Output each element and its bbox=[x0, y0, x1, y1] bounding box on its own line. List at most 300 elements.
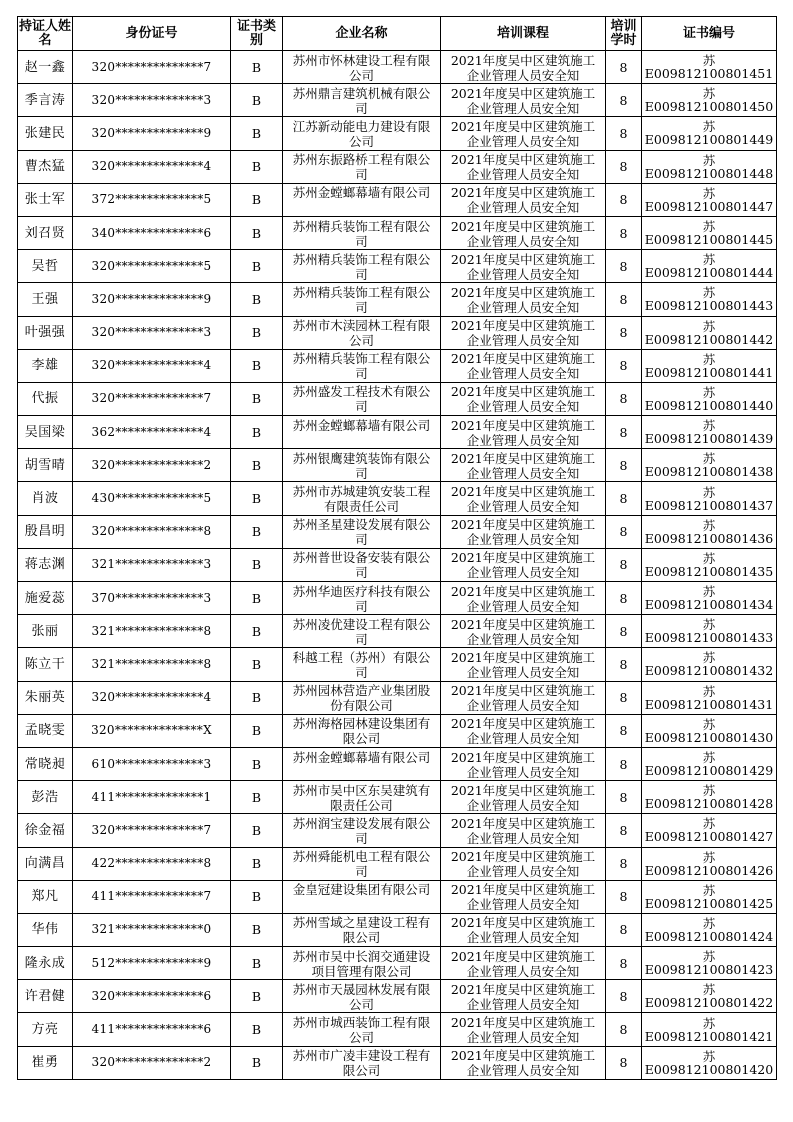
cell-name: 李雄 bbox=[18, 349, 73, 382]
cell-company-text: 苏州雪域之星建设工程有限公司 bbox=[292, 915, 431, 946]
cell-course bbox=[441, 681, 606, 714]
cell-course-text: 2021年度吴中区建筑施工企业管理人员安全知 bbox=[450, 218, 596, 249]
table-row bbox=[18, 1046, 777, 1079]
cell-cert-no: 苏E009812100801422 bbox=[642, 980, 777, 1013]
cell-company-text: 苏州普世设备安装有限公司 bbox=[292, 550, 431, 581]
cell-id: 320**************X bbox=[73, 714, 231, 747]
cell-id: 610**************3 bbox=[73, 747, 231, 780]
cell-course-text: 2021年度吴中区建筑施工企业管理人员安全知 bbox=[450, 52, 596, 83]
table-row bbox=[18, 449, 777, 482]
cell-id: 411**************7 bbox=[73, 880, 231, 913]
table-row bbox=[18, 117, 777, 150]
cell-category: B bbox=[231, 183, 283, 216]
cell-cert-no: 苏E009812100801444 bbox=[642, 250, 777, 283]
table-row bbox=[18, 349, 777, 382]
cell-company bbox=[283, 482, 441, 515]
cell-name: 许君健 bbox=[18, 980, 73, 1013]
cell-category: B bbox=[231, 781, 283, 814]
cell-id: 430**************5 bbox=[73, 482, 231, 515]
cell-cert-no: 苏E009812100801420 bbox=[642, 1046, 777, 1079]
cell-company bbox=[283, 714, 441, 747]
cell-name: 孟晓雯 bbox=[18, 714, 73, 747]
cell-name: 施爱蕊 bbox=[18, 582, 73, 615]
cell-name: 曹杰猛 bbox=[18, 150, 73, 183]
table-row bbox=[18, 947, 777, 980]
table-row bbox=[18, 382, 777, 415]
cell-company-text: 苏州市吴中区东吴建筑有限责任公司 bbox=[292, 782, 431, 813]
cell-hours: 8 bbox=[606, 548, 642, 581]
cell-hours: 8 bbox=[606, 648, 642, 681]
cell-company-text: 江苏新动能电力建设有限公司 bbox=[292, 118, 431, 149]
cell-company-text: 苏州精兵装饰工程有限公司 bbox=[292, 218, 431, 249]
cell-category: B bbox=[231, 482, 283, 515]
header-company: 企业名称 bbox=[283, 17, 441, 51]
table-row bbox=[18, 482, 777, 515]
cell-company-text: 苏州市城西装饰工程有限公司 bbox=[292, 1015, 431, 1046]
cell-company-text: 苏州金螳螂幕墙有限公司 bbox=[292, 417, 431, 433]
header-hours: 培训学时 bbox=[606, 17, 642, 51]
cell-hours: 8 bbox=[606, 681, 642, 714]
cell-id: 370**************3 bbox=[73, 582, 231, 615]
cell-name: 赵一鑫 bbox=[18, 51, 73, 84]
cell-company bbox=[283, 681, 441, 714]
cell-course-text: 2021年度吴中区建筑施工企业管理人员安全知 bbox=[450, 981, 596, 1012]
cell-id: 320**************4 bbox=[73, 681, 231, 714]
table-row bbox=[18, 416, 777, 449]
cell-course bbox=[441, 482, 606, 515]
cell-name: 王强 bbox=[18, 283, 73, 316]
table-row bbox=[18, 548, 777, 581]
header-course: 培训课程 bbox=[441, 17, 606, 51]
cell-company bbox=[283, 84, 441, 117]
cell-name: 张丽 bbox=[18, 615, 73, 648]
cell-course bbox=[441, 382, 606, 415]
cell-company-text: 苏州市广凌丰建设工程有限公司 bbox=[292, 1048, 431, 1079]
header-cert-no: 证书编号 bbox=[642, 17, 777, 51]
cell-cert-no: 苏E009812100801438 bbox=[642, 449, 777, 482]
cell-course-text: 2021年度吴中区建筑施工企业管理人员安全知 bbox=[450, 85, 596, 116]
cell-cert-no: 苏E009812100801440 bbox=[642, 382, 777, 415]
cell-course-text: 2021年度吴中区建筑施工企业管理人员安全知 bbox=[450, 185, 596, 216]
table-row bbox=[18, 880, 777, 913]
cell-course-text: 2021年度吴中区建筑施工企业管理人员安全知 bbox=[450, 849, 596, 880]
cell-category: B bbox=[231, 382, 283, 415]
cell-company bbox=[283, 582, 441, 615]
cell-cert-no: 苏E009812100801448 bbox=[642, 150, 777, 183]
cell-category: B bbox=[231, 947, 283, 980]
cell-id: 422**************8 bbox=[73, 847, 231, 880]
cell-cert-no: 苏E009812100801450 bbox=[642, 84, 777, 117]
cell-id: 320**************7 bbox=[73, 51, 231, 84]
cell-cert-no: 苏E009812100801428 bbox=[642, 781, 777, 814]
cell-category: B bbox=[231, 582, 283, 615]
cell-id: 320**************6 bbox=[73, 980, 231, 1013]
cell-course bbox=[441, 117, 606, 150]
cell-hours: 8 bbox=[606, 183, 642, 216]
header-name: 持证人姓名 bbox=[18, 17, 73, 51]
cell-company-text: 苏州金螳螂幕墙有限公司 bbox=[292, 185, 431, 201]
cell-course-text: 2021年度吴中区建筑施工企业管理人员安全知 bbox=[450, 284, 596, 315]
cell-course bbox=[441, 183, 606, 216]
cell-company-text: 苏州精兵装饰工程有限公司 bbox=[292, 351, 431, 382]
table-body bbox=[18, 51, 777, 1080]
table-row bbox=[18, 51, 777, 84]
cell-category: B bbox=[231, 51, 283, 84]
cell-category: B bbox=[231, 648, 283, 681]
cell-company bbox=[283, 814, 441, 847]
cell-cert-no: 苏E009812100801430 bbox=[642, 714, 777, 747]
cell-company-text: 苏州园林营造产业集团股份有限公司 bbox=[292, 683, 431, 714]
certificate-table bbox=[17, 16, 777, 1080]
cell-id: 321**************8 bbox=[73, 615, 231, 648]
cell-company-text: 苏州市木渎园林工程有限公司 bbox=[292, 318, 431, 349]
table-row bbox=[18, 183, 777, 216]
cell-company bbox=[283, 382, 441, 415]
cell-course bbox=[441, 980, 606, 1013]
cell-id: 320**************5 bbox=[73, 250, 231, 283]
cell-name: 殷昌明 bbox=[18, 515, 73, 548]
cell-name: 张士军 bbox=[18, 183, 73, 216]
cell-id: 320**************9 bbox=[73, 117, 231, 150]
cell-id: 320**************2 bbox=[73, 1046, 231, 1079]
cell-company bbox=[283, 316, 441, 349]
cell-course bbox=[441, 416, 606, 449]
cell-course bbox=[441, 515, 606, 548]
cell-name: 肖波 bbox=[18, 482, 73, 515]
cell-category: B bbox=[231, 615, 283, 648]
cell-category: B bbox=[231, 316, 283, 349]
table-row bbox=[18, 283, 777, 316]
table-row bbox=[18, 681, 777, 714]
table-row bbox=[18, 615, 777, 648]
cell-company bbox=[283, 150, 441, 183]
cell-name: 叶强强 bbox=[18, 316, 73, 349]
cell-company-text: 苏州精兵装饰工程有限公司 bbox=[292, 251, 431, 282]
cell-name: 徐金福 bbox=[18, 814, 73, 847]
cell-course-text: 2021年度吴中区建筑施工企业管理人员安全知 bbox=[450, 351, 596, 382]
cell-hours: 8 bbox=[606, 913, 642, 946]
cell-cert-no: 苏E009812100801436 bbox=[642, 515, 777, 548]
cell-course-text: 2021年度吴中区建筑施工企业管理人员安全知 bbox=[450, 1015, 596, 1046]
cell-company-text: 苏州舜能机电工程有限公司 bbox=[292, 849, 431, 880]
cell-name: 隆永成 bbox=[18, 947, 73, 980]
cell-category: B bbox=[231, 880, 283, 913]
table-row bbox=[18, 847, 777, 880]
cell-cert-no: 苏E009812100801441 bbox=[642, 349, 777, 382]
cell-company bbox=[283, 648, 441, 681]
cell-company bbox=[283, 980, 441, 1013]
cell-id: 320**************9 bbox=[73, 283, 231, 316]
cell-course-text: 2021年度吴中区建筑施工企业管理人员安全知 bbox=[450, 948, 596, 979]
cell-course-text: 2021年度吴中区建筑施工企业管理人员安全知 bbox=[450, 484, 596, 515]
cell-name: 华伟 bbox=[18, 913, 73, 946]
cell-name: 胡雪晴 bbox=[18, 449, 73, 482]
cell-company-text: 苏州金螳螂幕墙有限公司 bbox=[292, 749, 431, 765]
cell-id: 372**************5 bbox=[73, 183, 231, 216]
cell-course bbox=[441, 449, 606, 482]
cell-category: B bbox=[231, 150, 283, 183]
cell-company bbox=[283, 283, 441, 316]
cell-course-text: 2021年度吴中区建筑施工企业管理人员安全知 bbox=[450, 782, 596, 813]
cell-course bbox=[441, 51, 606, 84]
cell-hours: 8 bbox=[606, 980, 642, 1013]
cell-company bbox=[283, 117, 441, 150]
cell-course-text: 2021年度吴中区建筑施工企业管理人员安全知 bbox=[450, 417, 596, 448]
table-row bbox=[18, 1013, 777, 1046]
cell-course bbox=[441, 150, 606, 183]
cell-course-text: 2021年度吴中区建筑施工企业管理人员安全知 bbox=[450, 649, 596, 680]
cell-id: 321**************0 bbox=[73, 913, 231, 946]
cell-category: B bbox=[231, 980, 283, 1013]
cell-cert-no: 苏E009812100801424 bbox=[642, 913, 777, 946]
cell-course-text: 2021年度吴中区建筑施工企业管理人员安全知 bbox=[450, 550, 596, 581]
cell-company bbox=[283, 1046, 441, 1079]
cell-category: B bbox=[231, 117, 283, 150]
cell-hours: 8 bbox=[606, 449, 642, 482]
cell-hours: 8 bbox=[606, 349, 642, 382]
cell-hours: 8 bbox=[606, 747, 642, 780]
cell-course-text: 2021年度吴中区建筑施工企业管理人员安全知 bbox=[450, 749, 596, 780]
cell-company bbox=[283, 781, 441, 814]
cell-company bbox=[283, 51, 441, 84]
cell-cert-no: 苏E009812100801443 bbox=[642, 283, 777, 316]
cell-company-text: 苏州精兵装饰工程有限公司 bbox=[292, 284, 431, 315]
cell-course bbox=[441, 880, 606, 913]
cell-hours: 8 bbox=[606, 250, 642, 283]
cell-course bbox=[441, 947, 606, 980]
cell-cert-no: 苏E009812100801449 bbox=[642, 117, 777, 150]
cell-course bbox=[441, 349, 606, 382]
cell-category: B bbox=[231, 283, 283, 316]
cell-course bbox=[441, 84, 606, 117]
cell-course bbox=[441, 913, 606, 946]
cell-name: 陈立干 bbox=[18, 648, 73, 681]
cell-company bbox=[283, 615, 441, 648]
cell-course-text: 2021年度吴中区建筑施工企业管理人员安全知 bbox=[450, 716, 596, 747]
cell-hours: 8 bbox=[606, 416, 642, 449]
table-row bbox=[18, 150, 777, 183]
cell-course bbox=[441, 250, 606, 283]
cell-name: 崔勇 bbox=[18, 1046, 73, 1079]
cell-hours: 8 bbox=[606, 283, 642, 316]
cell-id: 320**************7 bbox=[73, 814, 231, 847]
table-row bbox=[18, 913, 777, 946]
cell-course-text: 2021年度吴中区建筑施工企业管理人员安全知 bbox=[450, 583, 596, 614]
cell-category: B bbox=[231, 681, 283, 714]
cell-company-text: 苏州市怀林建设工程有限公司 bbox=[292, 52, 431, 83]
cell-cert-no: 苏E009812100801421 bbox=[642, 1013, 777, 1046]
cell-cert-no: 苏E009812100801439 bbox=[642, 416, 777, 449]
cell-course bbox=[441, 847, 606, 880]
cell-cert-no: 苏E009812100801426 bbox=[642, 847, 777, 880]
cell-name: 吴哲 bbox=[18, 250, 73, 283]
cell-company bbox=[283, 913, 441, 946]
cell-name: 郑凡 bbox=[18, 880, 73, 913]
cell-company-text: 苏州华迪医疗科技有限公司 bbox=[292, 583, 431, 614]
cell-cert-no: 苏E009812100801445 bbox=[642, 216, 777, 249]
cell-id: 320**************4 bbox=[73, 349, 231, 382]
cell-course bbox=[441, 1013, 606, 1046]
cell-name: 刘召贤 bbox=[18, 216, 73, 249]
cell-cert-no: 苏E009812100801437 bbox=[642, 482, 777, 515]
cell-course-text: 2021年度吴中区建筑施工企业管理人员安全知 bbox=[450, 517, 596, 548]
table-row bbox=[18, 216, 777, 249]
cell-company-text: 苏州凌优建设工程有限公司 bbox=[292, 616, 431, 647]
cell-name: 吴国梁 bbox=[18, 416, 73, 449]
cell-cert-no: 苏E009812100801435 bbox=[642, 548, 777, 581]
cell-company bbox=[283, 183, 441, 216]
cell-company-text: 苏州润宝建设发展有限公司 bbox=[292, 815, 431, 846]
cell-category: B bbox=[231, 847, 283, 880]
cell-category: B bbox=[231, 416, 283, 449]
cell-category: B bbox=[231, 548, 283, 581]
cell-company-text: 苏州鼎言建筑机械有限公司 bbox=[292, 85, 431, 116]
cell-company bbox=[283, 416, 441, 449]
table-row bbox=[18, 250, 777, 283]
table-row bbox=[18, 814, 777, 847]
cell-hours: 8 bbox=[606, 582, 642, 615]
cell-course bbox=[441, 582, 606, 615]
cell-company-text: 苏州盛发工程技术有限公司 bbox=[292, 384, 431, 415]
cell-name: 蒋志渊 bbox=[18, 548, 73, 581]
cell-id: 411**************6 bbox=[73, 1013, 231, 1046]
table-row bbox=[18, 747, 777, 780]
cell-course-text: 2021年度吴中区建筑施工企业管理人员安全知 bbox=[450, 616, 596, 647]
cell-course bbox=[441, 548, 606, 581]
cell-company-text: 苏州圣星建设发展有限公司 bbox=[292, 517, 431, 548]
table-row bbox=[18, 316, 777, 349]
cell-hours: 8 bbox=[606, 51, 642, 84]
cell-cert-no: 苏E009812100801451 bbox=[642, 51, 777, 84]
cell-course-text: 2021年度吴中区建筑施工企业管理人员安全知 bbox=[450, 1048, 596, 1079]
cell-course bbox=[441, 814, 606, 847]
cell-company-text: 苏州市吴中长润交通建设项目管理有限公司 bbox=[292, 948, 431, 979]
cell-name: 向满昌 bbox=[18, 847, 73, 880]
cell-hours: 8 bbox=[606, 714, 642, 747]
cell-company-text: 苏州市苏城建筑安装工程有限责任公司 bbox=[292, 484, 431, 515]
cell-company bbox=[283, 449, 441, 482]
cell-company-text: 金皇冠建设集团有限公司 bbox=[292, 882, 431, 898]
cell-id: 512**************9 bbox=[73, 947, 231, 980]
cell-hours: 8 bbox=[606, 1013, 642, 1046]
cell-category: B bbox=[231, 814, 283, 847]
cell-cert-no: 苏E009812100801433 bbox=[642, 615, 777, 648]
cell-company-text: 苏州海格园林建设集团有限公司 bbox=[292, 716, 431, 747]
cell-company bbox=[283, 747, 441, 780]
cell-company bbox=[283, 847, 441, 880]
cell-id: 320**************4 bbox=[73, 150, 231, 183]
table-row bbox=[18, 84, 777, 117]
cell-course-text: 2021年度吴中区建筑施工企业管理人员安全知 bbox=[450, 251, 596, 282]
table-row bbox=[18, 648, 777, 681]
cell-name: 彭浩 bbox=[18, 781, 73, 814]
cell-course bbox=[441, 714, 606, 747]
cell-cert-no: 苏E009812100801427 bbox=[642, 814, 777, 847]
cell-name: 朱丽英 bbox=[18, 681, 73, 714]
cell-company-text: 科越工程（苏州）有限公司 bbox=[292, 649, 431, 680]
cell-category: B bbox=[231, 1046, 283, 1079]
cell-course bbox=[441, 316, 606, 349]
cell-company bbox=[283, 1013, 441, 1046]
cell-company bbox=[283, 250, 441, 283]
cell-course-text: 2021年度吴中区建筑施工企业管理人员安全知 bbox=[450, 318, 596, 349]
cell-cert-no: 苏E009812100801429 bbox=[642, 747, 777, 780]
cell-cert-no: 苏E009812100801447 bbox=[642, 183, 777, 216]
cell-hours: 8 bbox=[606, 482, 642, 515]
cell-hours: 8 bbox=[606, 947, 642, 980]
cell-hours: 8 bbox=[606, 615, 642, 648]
cell-company bbox=[283, 880, 441, 913]
cell-course-text: 2021年度吴中区建筑施工企业管理人员安全知 bbox=[450, 683, 596, 714]
cell-hours: 8 bbox=[606, 117, 642, 150]
cell-name: 方亮 bbox=[18, 1013, 73, 1046]
cell-company bbox=[283, 216, 441, 249]
table-row bbox=[18, 781, 777, 814]
cell-id: 362**************4 bbox=[73, 416, 231, 449]
cell-cert-no: 苏E009812100801442 bbox=[642, 316, 777, 349]
cell-company-text: 苏州东振路桥工程有限公司 bbox=[292, 152, 431, 183]
cell-id: 320**************7 bbox=[73, 382, 231, 415]
cell-cert-no: 苏E009812100801431 bbox=[642, 681, 777, 714]
cell-category: B bbox=[231, 349, 283, 382]
cell-category: B bbox=[231, 747, 283, 780]
cell-id: 411**************1 bbox=[73, 781, 231, 814]
cell-hours: 8 bbox=[606, 847, 642, 880]
cell-course bbox=[441, 283, 606, 316]
cell-id: 321**************3 bbox=[73, 548, 231, 581]
cell-hours: 8 bbox=[606, 515, 642, 548]
header-category: 证书类别 bbox=[231, 17, 283, 51]
cell-hours: 8 bbox=[606, 1046, 642, 1079]
cell-name: 代振 bbox=[18, 382, 73, 415]
cell-course-text: 2021年度吴中区建筑施工企业管理人员安全知 bbox=[450, 450, 596, 481]
cell-course-text: 2021年度吴中区建筑施工企业管理人员安全知 bbox=[450, 384, 596, 415]
cell-category: B bbox=[231, 84, 283, 117]
cell-course bbox=[441, 216, 606, 249]
cell-course bbox=[441, 781, 606, 814]
cell-id: 320**************2 bbox=[73, 449, 231, 482]
cell-id: 320**************3 bbox=[73, 316, 231, 349]
cell-name: 常晓昶 bbox=[18, 747, 73, 780]
cell-company-text: 苏州银鹰建筑装饰有限公司 bbox=[292, 450, 431, 481]
cell-hours: 8 bbox=[606, 84, 642, 117]
cell-hours: 8 bbox=[606, 814, 642, 847]
cell-course-text: 2021年度吴中区建筑施工企业管理人员安全知 bbox=[450, 118, 596, 149]
cell-hours: 8 bbox=[606, 150, 642, 183]
table-row bbox=[18, 980, 777, 1013]
table-row bbox=[18, 714, 777, 747]
cell-id: 320**************8 bbox=[73, 515, 231, 548]
cell-company bbox=[283, 947, 441, 980]
cell-course-text: 2021年度吴中区建筑施工企业管理人员安全知 bbox=[450, 882, 596, 913]
cell-course-text: 2021年度吴中区建筑施工企业管理人员安全知 bbox=[450, 152, 596, 183]
cell-category: B bbox=[231, 913, 283, 946]
cell-company bbox=[283, 548, 441, 581]
cell-cert-no: 苏E009812100801434 bbox=[642, 582, 777, 615]
cell-company bbox=[283, 349, 441, 382]
cell-id: 321**************8 bbox=[73, 648, 231, 681]
cell-company-text: 苏州市天晟园林发展有限公司 bbox=[292, 981, 431, 1012]
cell-hours: 8 bbox=[606, 316, 642, 349]
cell-cert-no: 苏E009812100801432 bbox=[642, 648, 777, 681]
cell-course bbox=[441, 615, 606, 648]
table-row bbox=[18, 582, 777, 615]
cell-category: B bbox=[231, 449, 283, 482]
cell-course bbox=[441, 648, 606, 681]
cell-category: B bbox=[231, 250, 283, 283]
cell-hours: 8 bbox=[606, 880, 642, 913]
cell-course-text: 2021年度吴中区建筑施工企业管理人员安全知 bbox=[450, 915, 596, 946]
